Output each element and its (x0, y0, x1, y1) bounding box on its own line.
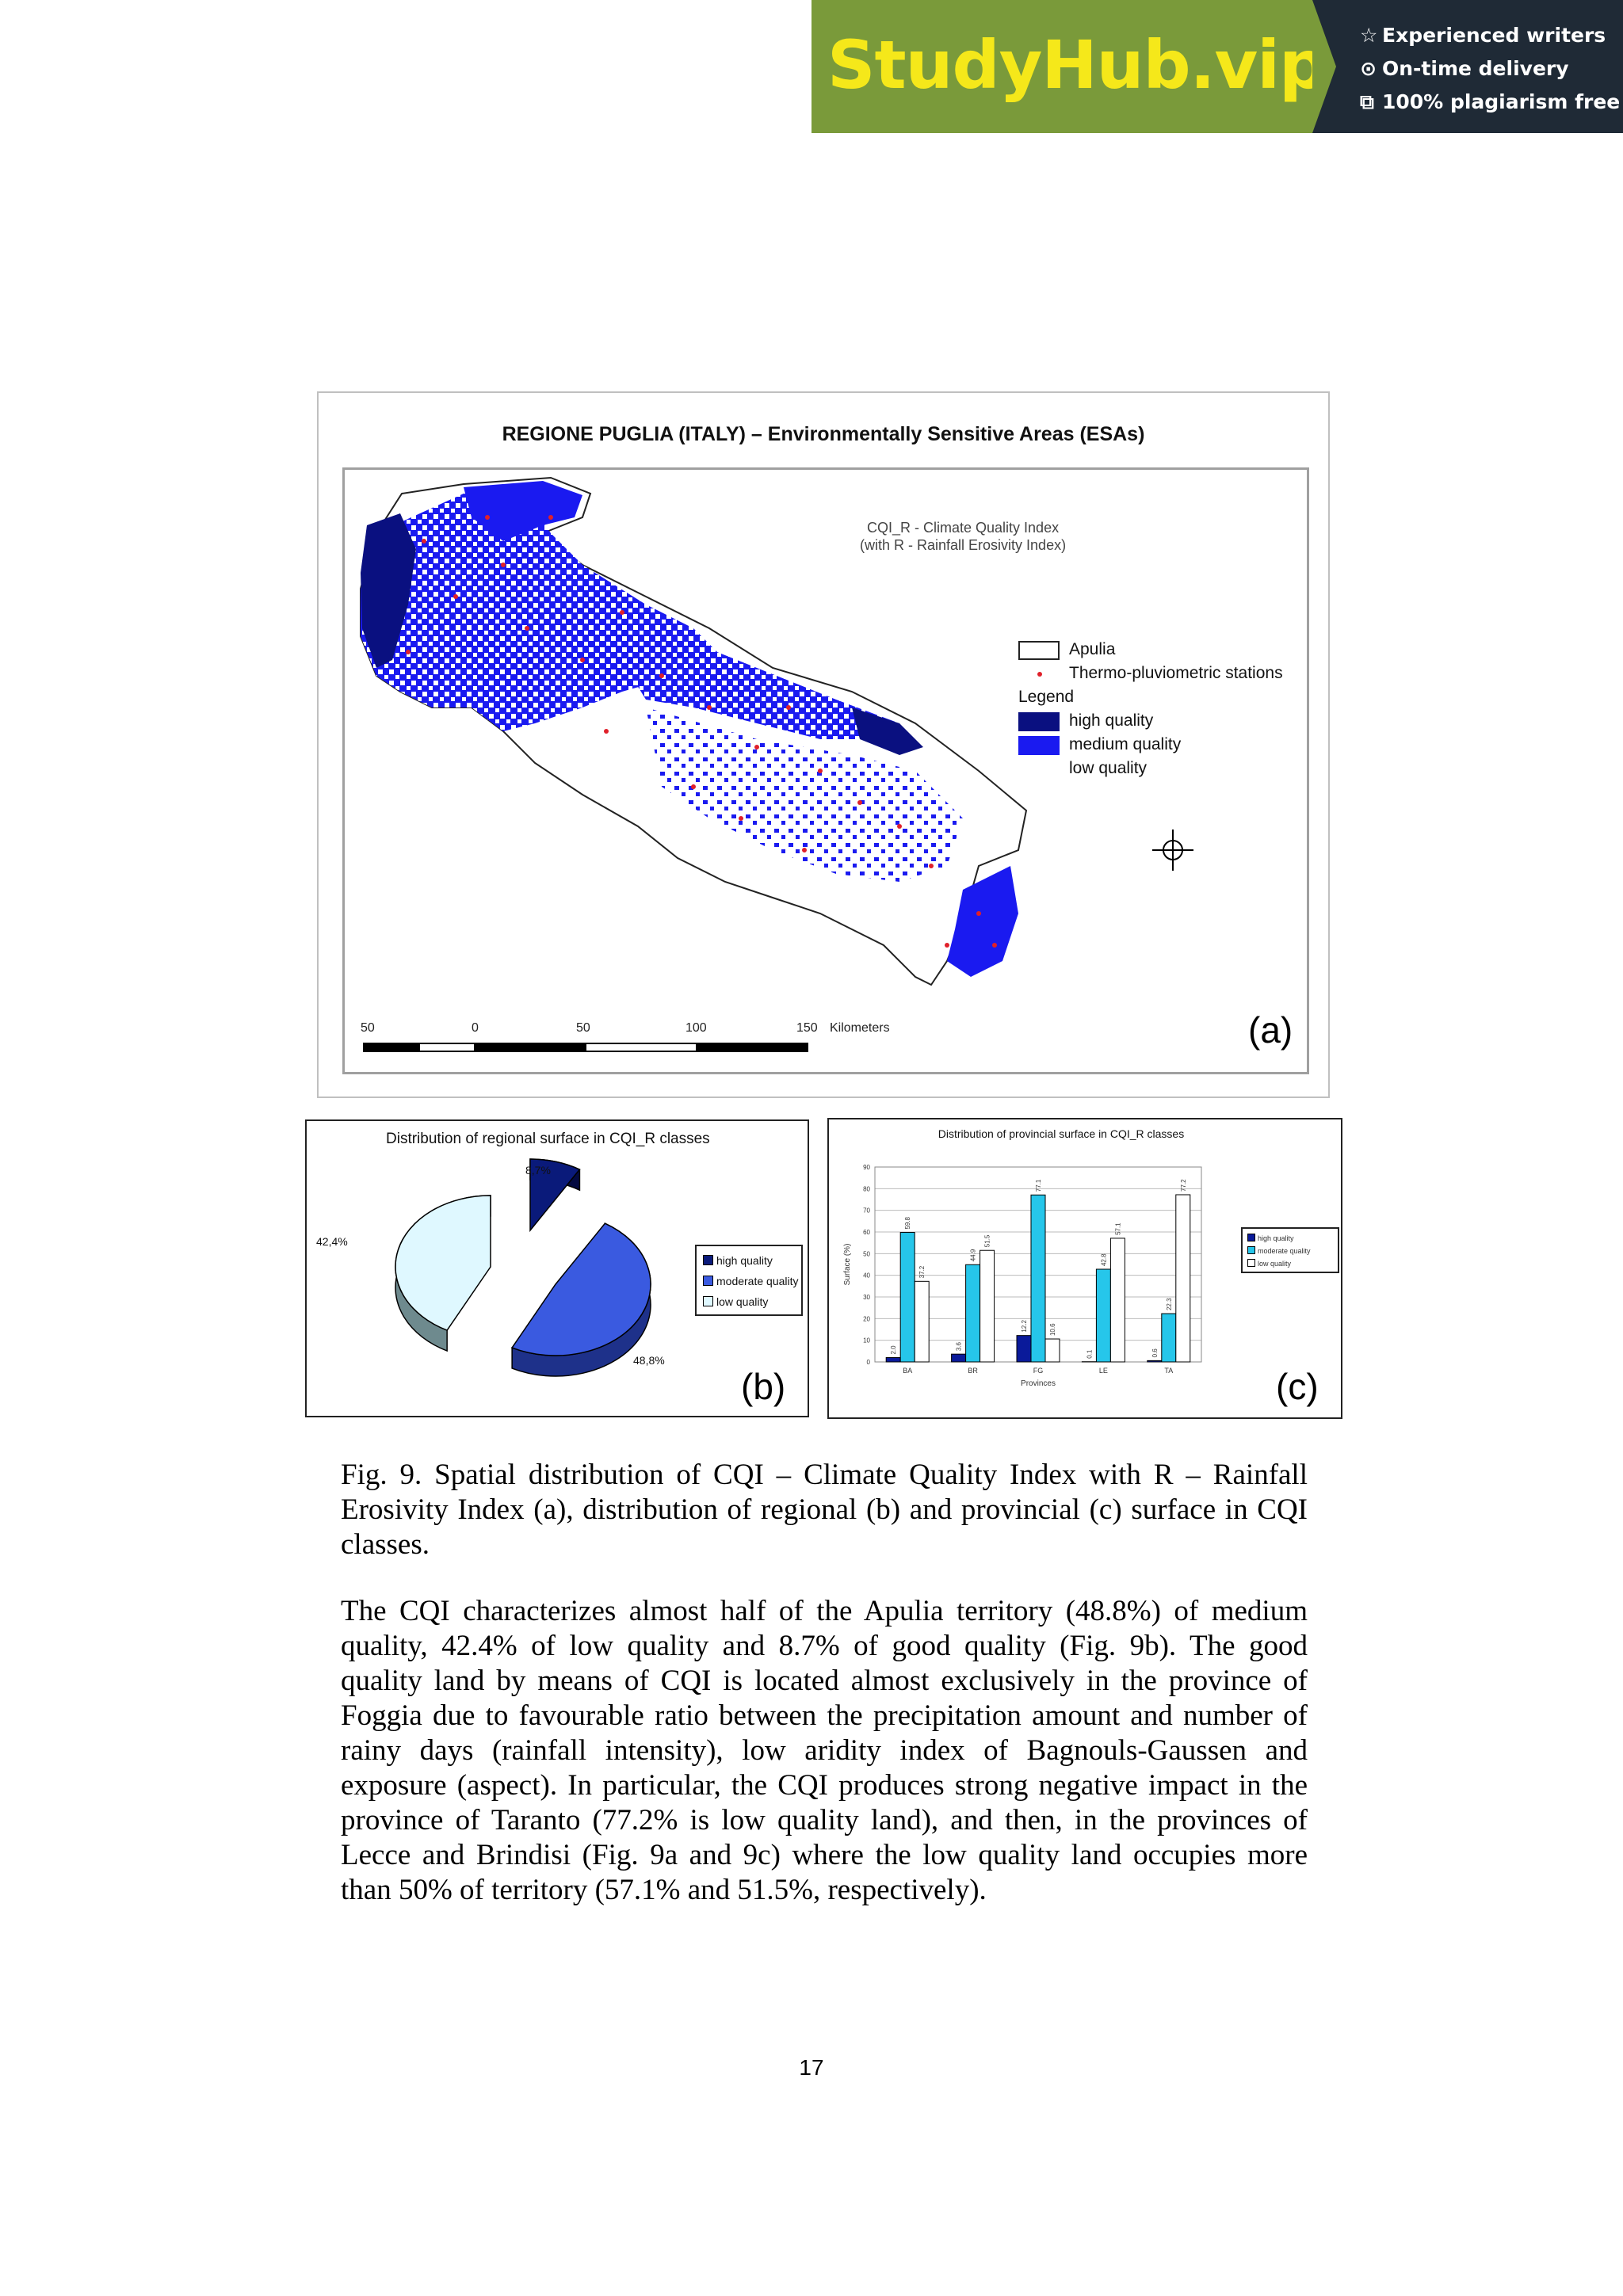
x-tick-label: BR (968, 1367, 978, 1375)
bar-FG-low-quality (1045, 1339, 1060, 1362)
legend-medium (1018, 733, 1283, 757)
pie-label-low: 42,4% (316, 1235, 348, 1248)
copy-icon: ⧉ (1360, 90, 1374, 113)
scale-tick: 50 (576, 1021, 590, 1035)
feature-label: On-time delivery (1382, 57, 1569, 80)
map-legend (1018, 638, 1283, 780)
high-swatch (1247, 1234, 1255, 1241)
legend-high (703, 1250, 801, 1271)
bar-value-label: 51.5 (983, 1234, 991, 1248)
bar-FG-high-quality (1017, 1336, 1031, 1362)
bar-value-label: 77.2 (1179, 1179, 1187, 1192)
low-swatch (1018, 760, 1060, 779)
ad-banner[interactable] (812, 0, 1623, 133)
scale-bar (364, 1043, 808, 1051)
legend-label: low quality (1069, 759, 1148, 777)
legend-apulia (1018, 638, 1283, 662)
bar-value-label: 59.8 (904, 1216, 912, 1230)
moderate-swatch (1247, 1246, 1255, 1254)
figure-c-bars (827, 1118, 1342, 1419)
banner-notch (1312, 0, 1336, 133)
bar-value-label: 10.6 (1049, 1323, 1056, 1337)
x-tick-label: LE (1098, 1367, 1108, 1375)
y-tick-label: 60 (863, 1229, 870, 1236)
figure-c-label: (c) (1276, 1366, 1319, 1407)
legend-low (703, 1291, 801, 1312)
figure-a-label: (a) (1248, 1009, 1293, 1051)
apulia-swatch (1018, 641, 1060, 660)
low-swatch (1247, 1259, 1255, 1267)
brand-panel[interactable] (812, 0, 1327, 133)
subtitle-line-2: (with R - Rainfall Erosivity Index) (860, 537, 1067, 553)
bar-value-label: 44.9 (969, 1249, 977, 1262)
figure-b-pie (305, 1119, 809, 1417)
legend-high (1018, 709, 1283, 733)
compass-icon (1152, 830, 1193, 871)
figure-a-title: REGIONE PUGLIA (ITALY) – Environmentally Sensitive Areas (ESAs) (502, 423, 1145, 445)
legend-low (1018, 757, 1283, 780)
scale-tick: 100 (685, 1021, 707, 1035)
legend-label: high quality (1258, 1234, 1294, 1242)
feature-experienced-writers (1360, 19, 1623, 52)
bar-LE-low-quality (1110, 1238, 1125, 1362)
legend-low (1247, 1257, 1338, 1270)
bar-BR-high-quality (952, 1354, 966, 1362)
figure-c-title: Distribution of provincial surface in CQI_R classes (938, 1127, 1185, 1140)
bar-FG-moderate-quality (1031, 1195, 1045, 1362)
bar-TA-high-quality (1148, 1360, 1162, 1362)
legend-label: Thermo-pluviometric stations (1069, 664, 1283, 682)
pie-label-moderate: 48,8% (633, 1354, 665, 1367)
pie-legend (695, 1245, 803, 1316)
clock-icon: ⊙ (1360, 57, 1377, 80)
legend-label: moderate quality (1258, 1247, 1311, 1255)
high-swatch (703, 1255, 713, 1265)
legend-label: moderate quality (716, 1275, 799, 1287)
moderate-swatch (703, 1276, 713, 1286)
bar-value-label: 37.2 (918, 1265, 926, 1279)
medium-swatch (1018, 736, 1060, 755)
figure-caption: Fig. 9. Spatial distribution of CQI – Climate Quality Index with R – Rainfall Erosivity Index (a), distribution of regional (b) and provincial (c) surface in CQI classes. (341, 1459, 1308, 1561)
legend-label: low quality (1258, 1260, 1292, 1268)
bar-value-label: 12.2 (1021, 1320, 1028, 1333)
star-icon: ☆ (1360, 24, 1378, 47)
legend-label: high quality (716, 1254, 773, 1267)
scale-tick: 50 (361, 1021, 375, 1035)
legend-moderate (703, 1271, 801, 1291)
bar-legend (1241, 1227, 1339, 1273)
x-tick-label: FG (1033, 1367, 1044, 1375)
page-number: 17 (799, 2055, 824, 2080)
bar-LE-moderate-quality (1096, 1269, 1110, 1362)
legend-high (1247, 1232, 1338, 1245)
bar-BA-low-quality (915, 1281, 929, 1362)
feature-on-time-delivery (1360, 52, 1623, 86)
bar-value-label: 22.3 (1165, 1298, 1173, 1311)
body-paragraph: The CQI characterizes almost half of the Apulia territory (48.8%) of medium quality, 42.4% of low quality and 8.7% of good quality (Fig. 9b). The good quality land by means of CQI is located almost exclusively in the province of Foggia due to favourable ratio between the precipitation amount and number of rainy days (rainfall intensity), low aridity index of Bagnouls-Gaussen and exposure (aspect). In particular, the CQI produces strong negative impact in the province of Taranto (77.2% is low quality land), and then, in the provinces of Lecce and Brindisi (Fig. 9a and 9c) where the low quality land occupies more than 50% of territory (57.1% and 51.5%, respectively). (341, 1595, 1308, 1906)
y-tick-label: 20 (863, 1315, 870, 1323)
map-frame (342, 467, 1309, 1074)
bar-value-label: 42.8 (1100, 1253, 1108, 1267)
brand-logo[interactable]: StudyHub.vip (827, 26, 1327, 104)
scale-tick: 0 (472, 1021, 479, 1035)
y-tick-label: 70 (863, 1207, 870, 1215)
bar-BA-moderate-quality (900, 1233, 915, 1362)
legend-label: high quality (1069, 711, 1154, 730)
x-tick-label: TA (1164, 1367, 1174, 1375)
features-panel (1312, 0, 1623, 133)
high-swatch (1018, 712, 1060, 731)
bar-TA-moderate-quality (1162, 1314, 1176, 1362)
figure-a-map (317, 391, 1330, 1098)
bar-BR-low-quality (980, 1250, 995, 1362)
bar-TA-low-quality (1176, 1195, 1190, 1362)
legend-stations (1018, 662, 1283, 685)
legend-label: low quality (716, 1295, 769, 1308)
y-tick-label: 0 (866, 1359, 870, 1366)
feature-plagiarism-free (1360, 86, 1623, 119)
y-axis-label: Surface (%) (843, 1243, 852, 1286)
bar-value-label: 0.1 (1086, 1349, 1094, 1359)
bar-BA-high-quality (886, 1358, 900, 1362)
low-swatch (703, 1296, 713, 1306)
subtitle-line-1: CQI_R - Climate Quality Index (867, 520, 1060, 536)
scale-labels (361, 1021, 915, 1040)
x-tick-label: BA (903, 1367, 913, 1375)
figure-b-title: Distribution of regional surface in CQI_R classes (386, 1131, 710, 1147)
bar-value-label: 0.6 (1151, 1348, 1159, 1358)
legend-moderate (1247, 1245, 1338, 1257)
y-tick-label: 30 (863, 1294, 870, 1301)
bar-value-label: 57.1 (1114, 1222, 1122, 1235)
pie-label-high: 8,7% (525, 1164, 551, 1177)
x-axis-label: Provinces (1021, 1379, 1056, 1388)
bar-value-label: 77.1 (1035, 1179, 1042, 1192)
station-dot-icon (1037, 672, 1042, 677)
y-tick-label: 80 (863, 1185, 870, 1193)
feature-label: Experienced writers (1382, 24, 1606, 47)
y-tick-label: 10 (863, 1337, 870, 1344)
scale-tick: 150 (796, 1021, 818, 1035)
feature-label: 100% plagiarism free (1382, 90, 1621, 113)
legend-heading: Legend (1018, 688, 1075, 706)
legend-label: medium quality (1069, 735, 1182, 753)
y-tick-label: 90 (863, 1164, 870, 1171)
legend-label: Apulia (1069, 640, 1116, 658)
figure-b-label: (b) (741, 1366, 786, 1407)
map-subtitle (860, 519, 1066, 554)
bar-value-label: 3.6 (955, 1342, 963, 1352)
y-tick-label: 50 (863, 1250, 870, 1258)
scale-unit: Kilometers (830, 1021, 890, 1035)
y-tick-label: 40 (863, 1272, 870, 1280)
bar-BR-moderate-quality (966, 1264, 980, 1362)
bar-value-label: 2.0 (890, 1345, 898, 1355)
